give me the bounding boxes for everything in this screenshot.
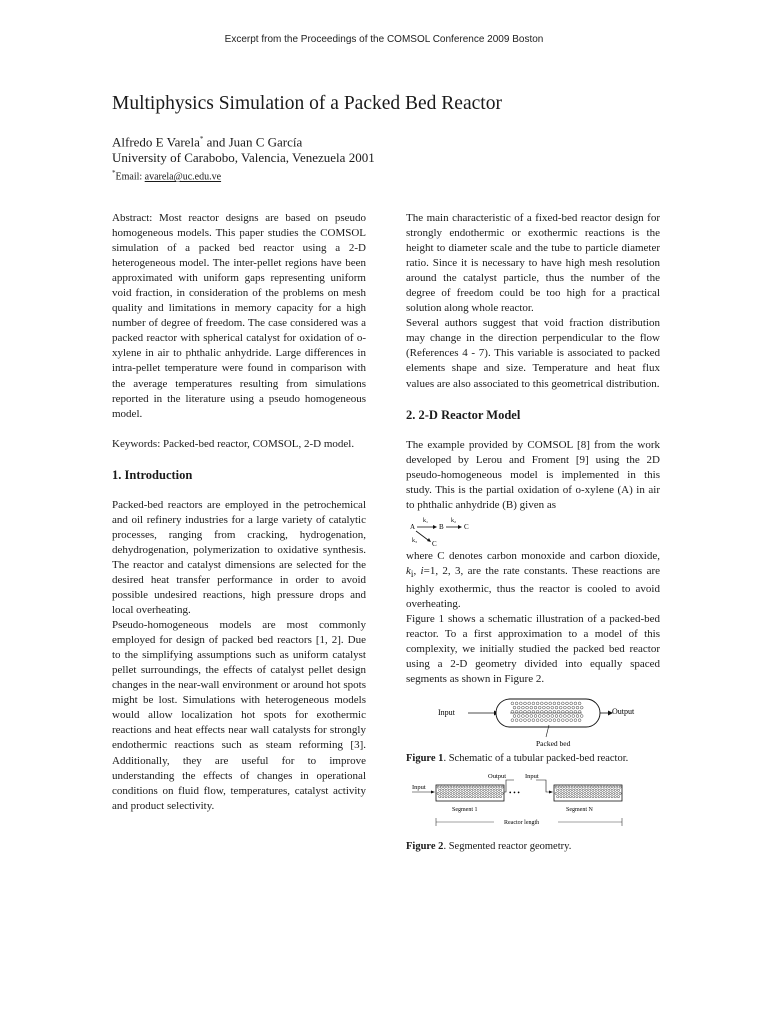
right-column: [406, 211, 660, 854]
species-c-top: C: [464, 522, 469, 531]
introduction-heading: 1. Introduction: [112, 467, 193, 482]
intro-paragraph-2: Pseudo-homogeneous models are most commonly employed for design of packed bed reactors [1, 2]. Due to the simplifying assumptions such as uniform catalyst pellet surroundings, the effects of catalyst pellet design changes in the near-wall environment or around hot spots might be lost. Simulations with heterogeneous models would allow localization hot spots for exothermic reactions and heat effects near wall catalysts for strongly endothermic reactions such as steam reforming [3]. Additionally, they are useful for to improve understanding the effects of changes in operational conditions on fluid flow, temperatures, catalyst activity and product selectivity.: [112, 619, 366, 812]
email-link[interactable]: avarela@uc.edu.ve: [144, 171, 222, 183]
rate-constant-k2: k₂: [451, 517, 457, 524]
author-name-1: Alfredo E Varela: [112, 134, 200, 150]
figure-1-diagram: [406, 687, 660, 747]
species-c-bottom: C: [432, 539, 437, 547]
figure2-segmentN-label: Segment N: [566, 807, 593, 814]
figure2-length-label: Reactor length: [504, 820, 540, 827]
author-names: [112, 131, 375, 150]
left-column: [112, 211, 366, 814]
reaction-scheme: [408, 515, 498, 547]
figure-1-caption: Figure 1. Schematic of a tubular packed-bed reactor.: [406, 753, 629, 765]
affiliation: University of Carabobo, Valencia, Venezuela 2001: [112, 150, 375, 166]
figure2-segment1-label: Segment 1: [452, 807, 478, 814]
email-label: Email:: [115, 171, 145, 183]
figure1-input-label: Input: [438, 708, 455, 718]
right-paragraph-4: where C denotes carbon monoxide and carbon dioxide, $k_i$, i=1, 2, 3, are the rate constants. These reactions are highly exothermic, thus the reactor is cooled to avoid overheating.: [406, 549, 660, 611]
right-paragraph-1: The main characteristic of a fixed-bed reactor design for strongly endothermic or exothermic reactions is the height to diameter scale and the tube to particle diameter ratio. Since it is necessary to have high mesh resolution around the catalyst particle, thus the number of the degree of freedom could be too high for a practical solution along whole reactor.: [406, 212, 660, 315]
rate-constant-k3: k₃: [412, 537, 418, 544]
figure2-dots: • • •: [509, 789, 520, 798]
figure1-output-label: Output: [612, 707, 635, 717]
email-line: [112, 166, 375, 184]
rate-constant-k1: k₁: [423, 517, 429, 524]
abstract-paragraph: Abstract: Most reactor designs are based on pseudo homogeneous models. This paper studies the COMSOL simulation of a packed bed reactor using a 2-D heterogeneous model. The inter-pellet regions have been approximated with uniform gaps representing uniform void fraction, in consideration of the problems on mesh quality and limitations in memory capacity for a high number of degree of freedom. The case considered was a packed reactor with spherical catalyst for oxidation of o-xylene in air to phthalic anhydride. Large differences in intra-pellet temperature were found in comparison with the average temperatures resulting from simulations reported in the literature using a pseudo homogeneous model.: [112, 212, 366, 420]
author-block: [112, 131, 375, 185]
conference-header: Excerpt from the Proceedings of the COMSOL Conference 2009 Boston: [224, 34, 544, 45]
paper-title: Multiphysics Simulation of a Packed Bed Reactor: [112, 93, 502, 114]
section2-heading: 2. 2-D Reactor Model: [406, 407, 521, 422]
keywords-paragraph: Keywords: Packed-bed reactor, COMSOL, 2-D model.: [112, 437, 355, 450]
email-mark: *: [112, 169, 116, 178]
figure-2-caption: Figure 2. Segmented reactor geometry.: [406, 841, 572, 853]
figure-2-diagram: [406, 772, 660, 838]
intro-paragraph-1: Packed-bed reactors are employed in the petrochemical and oil refinery industries for a large variety of catalytic processes, ranging from cracking, hydrogenation, dehydrogenation, polymerization to oxidative synthesis. The reactor and catalyst dimensions are selected for the desired heat transfer performance in order to avoid possible undesired reactions, high pressure drops and local overheating.: [112, 498, 366, 617]
figure2-output-label: Output: [488, 773, 507, 781]
species-b: B: [439, 522, 444, 531]
right-paragraph-5: Figure 1 shows a schematic illustration of a packed-bed reactor. To a first approximation to a model of this complexity, we initially studied the packed bed reactor using a 2-D geometry divided into equally spaced segments as shown in Figure 2.: [406, 613, 660, 686]
figure1-bed-label: Packed bed: [536, 739, 571, 748]
species-a: A: [410, 522, 416, 531]
corresponding-mark: *: [199, 135, 204, 143]
figure2-input-mid: Input: [525, 773, 539, 781]
figure2-input-left: Input: [412, 784, 426, 792]
author-name-2: and Juan C García: [203, 134, 303, 150]
right-paragraph-3: The example provided by COMSOL [8] from the work developed by Lerou and Froment [9] using the 2D pseudo-homogeneous model is implemented in this study. This is the partial oxidation of o-xylene (A) in air to phthalic anhydride (B) given as: [406, 438, 660, 511]
right-paragraph-2: Several authors suggest that void fraction distribution may change in the direction perpendicular to the flow (References 4 - 7). This variable is associated to packed elements shape and size. Temperature and heat flux values are also associated to this geometrical distribution.: [406, 317, 660, 390]
